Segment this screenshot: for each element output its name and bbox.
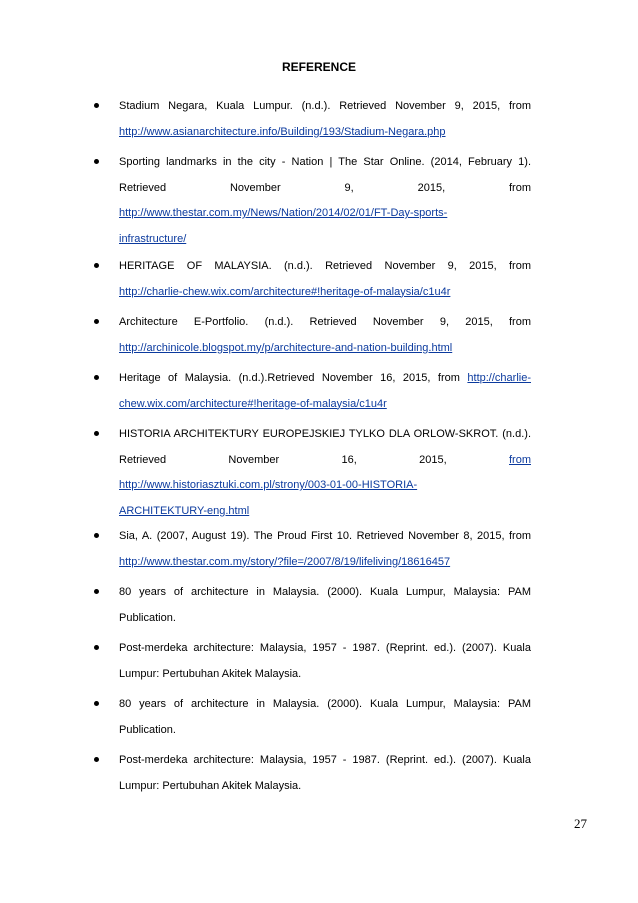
reference-text: Lumpur: Pertubuhan Akitek Malaysia.	[119, 667, 302, 680]
reference-line	[119, 474, 531, 496]
reference-line	[119, 449, 531, 471]
reference-text: Sia, A. (2007, August 19). The Proud First 10. Retrieved November 8, 2015, from	[119, 530, 531, 542]
reference-link[interactable]: http://charlie-	[467, 372, 531, 384]
reference-text: Heritage of Malaysia. (n.d.).Retrieved November 16, 2015, from	[119, 372, 468, 384]
reference-text: HISTORIA ARCHITEKTURY EUROPEJSKIEJ TYLKO DLA ORLOW-SKROT. (n.d.).	[119, 428, 531, 440]
reference-line	[119, 281, 531, 303]
reference-text: HERITAGE OF MALAYSIA. (n.d.). Retrieved November 9, 2015, from	[119, 260, 531, 272]
reference-line	[119, 581, 531, 603]
reference-link[interactable]: chew.wix.com/architecture#!heritage-of-malaysia/c1u4r	[119, 397, 387, 410]
reference-line	[119, 663, 531, 685]
reference-text: Stadium Negara, Kuala Lumpur. (n.d.). Retrieved November 9, 2015, from	[119, 100, 531, 112]
reference-text: 80 years of architecture in Malaysia. (2000). Kuala Lumpur, Malaysia: PAM	[119, 586, 531, 598]
reference-text: Architecture E-Portfolio. (n.d.). Retrieved November 9, 2015, from	[119, 316, 531, 328]
reference-text: Retrieved November 9, 2015, from	[119, 181, 531, 194]
reference-line	[119, 177, 531, 199]
bullet-icon	[94, 701, 99, 706]
reference-link[interactable]: http://www.thestar.com.my/story/?file=/2007/8/19/lifeliving/18616457	[119, 555, 451, 568]
reference-line	[119, 775, 531, 797]
reference-text: Sporting landmarks in the city - Nation | The Star Online. (2014, February 1).	[119, 156, 531, 168]
reference-link[interactable]: http://www.historiasztuki.com.pl/strony/003-01-00-HISTORIA-	[119, 479, 418, 491]
reference-link[interactable]: http://www.asianarchitecture.info/Building/193/Stadium-Negara.php	[119, 125, 446, 138]
reference-link[interactable]: http://charlie-chew.wix.com/architecture#!heritage-of-malaysia/c1u4r	[119, 285, 451, 298]
reference-link[interactable]: infrastructure/	[119, 232, 187, 245]
reference-link[interactable]: from	[509, 453, 531, 466]
bullet-icon	[94, 319, 99, 324]
reference-text: Publication.	[119, 611, 176, 624]
reference-line	[119, 607, 531, 629]
reference-line	[119, 500, 531, 522]
reference-line	[119, 719, 531, 741]
reference-line	[119, 551, 531, 573]
reference-text: Lumpur: Pertubuhan Akitek Malaysia.	[119, 779, 302, 792]
reference-line	[119, 393, 531, 415]
reference-line	[119, 637, 531, 659]
reference-line	[119, 95, 531, 117]
reference-line	[119, 202, 531, 224]
reference-text: Post-merdeka architecture: Malaysia, 1957 - 1987. (Reprint. ed.). (2007). Kuala	[119, 642, 531, 654]
bullet-icon	[94, 159, 99, 164]
reference-line	[119, 367, 531, 389]
reference-link[interactable]: ARCHITEKTURY-eng.html	[119, 504, 250, 517]
bullet-icon	[94, 103, 99, 108]
reference-line	[119, 337, 531, 359]
reference-link[interactable]: http://www.thestar.com.my/News/Nation/2014/02/01/FT-Day-sports-	[119, 207, 448, 219]
reference-text: Retrieved November 16, 2015,	[119, 453, 509, 466]
reference-line	[119, 228, 531, 250]
bullet-icon	[94, 757, 99, 762]
reference-line	[119, 121, 531, 143]
reference-line	[119, 255, 531, 277]
page-number: 27	[574, 816, 587, 831]
reference-text: Post-merdeka architecture: Malaysia, 1957 - 1987. (Reprint. ed.). (2007). Kuala	[119, 754, 531, 766]
bullet-icon	[94, 533, 99, 538]
reference-line	[119, 749, 531, 771]
bullet-icon	[94, 645, 99, 650]
reference-text: 80 years of architecture in Malaysia. (2000). Kuala Lumpur, Malaysia: PAM	[119, 698, 531, 710]
bullet-icon	[94, 431, 99, 436]
reference-line	[119, 311, 531, 333]
bullet-icon	[94, 589, 99, 594]
bullet-icon	[94, 375, 99, 380]
reference-line	[119, 423, 531, 445]
reference-line	[119, 693, 531, 715]
reference-text: Publication.	[119, 723, 176, 736]
reference-line	[119, 151, 531, 173]
reference-link[interactable]: http://archinicole.blogspot.my/p/architecture-and-nation-building.html	[119, 341, 453, 354]
reference-line	[119, 525, 531, 547]
bullet-icon	[94, 263, 99, 268]
page-title: REFERENCE	[281, 60, 356, 74]
